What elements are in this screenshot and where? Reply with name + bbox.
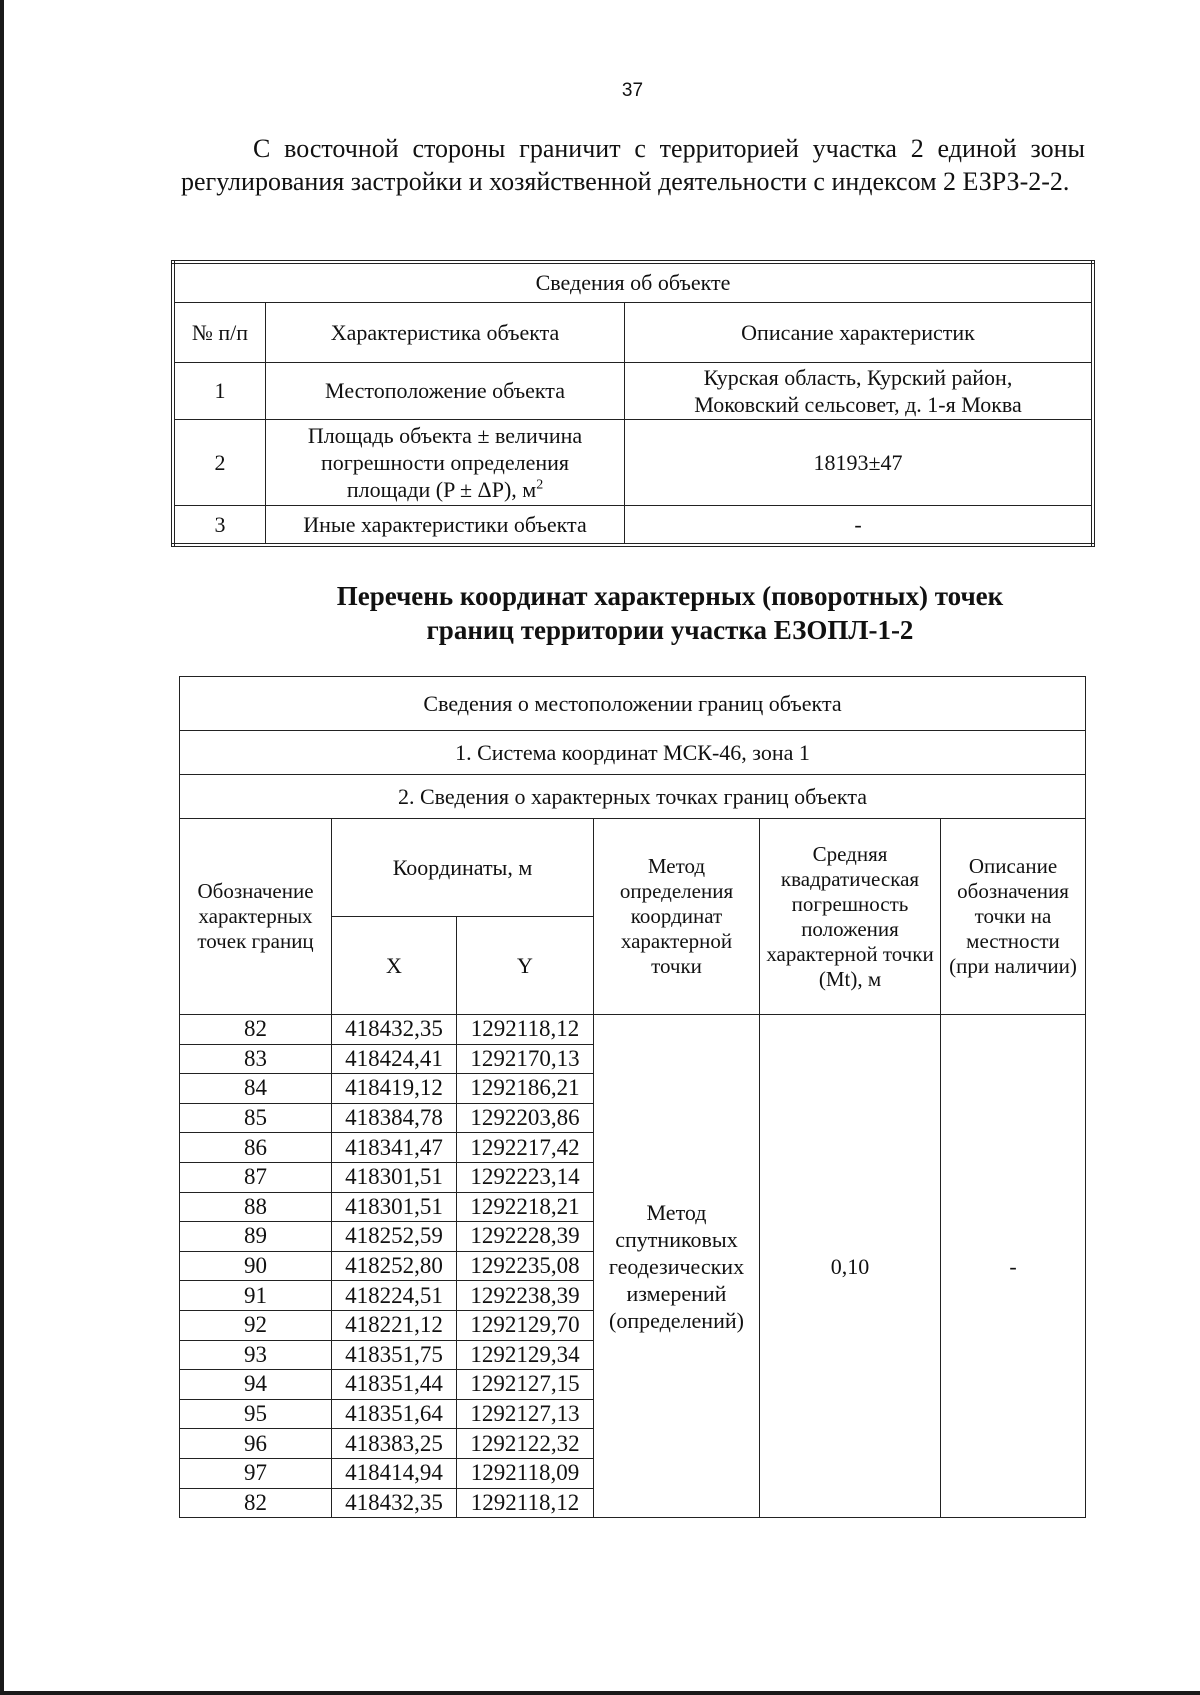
point-id-cell: 89 [180,1222,332,1252]
row-num: 3 [173,505,266,545]
point-x-cell: 418252,59 [332,1222,457,1252]
table-row [180,1015,1086,1045]
header-description: Описание характеристик [625,302,1094,362]
characteristic-line: Площадь объекта ± величина [307,422,583,448]
row-characteristic [266,419,625,505]
point-x-cell: 418351,44 [332,1370,457,1400]
header-coordinates: Координаты, м [332,819,594,917]
point-y-cell: 1292203,86 [457,1103,594,1133]
point-y-cell: 1292127,13 [457,1399,594,1429]
point-id-cell: 91 [180,1281,332,1311]
point-id-cell: 93 [180,1340,332,1370]
point-x-cell: 418414,94 [332,1458,457,1488]
point-y-cell: 1292218,21 [457,1192,594,1222]
point-x-cell: 418252,80 [332,1251,457,1281]
point-x-cell: 418424,41 [332,1044,457,1074]
row-num: 2 [173,419,266,505]
point-y-cell: 1292235,08 [457,1251,594,1281]
coordinates-title: Сведения о местоположении границ объекта [180,677,1086,731]
point-id-cell: 96 [180,1429,332,1459]
method-cell: Метод спутниковых геодезических измерений (определений) [594,1015,760,1518]
header-x: X [332,917,457,1015]
point-x-cell: 418432,35 [332,1015,457,1045]
point-id-cell: 85 [180,1103,332,1133]
header-characteristic: Характеристика объекта [266,302,625,362]
point-y-cell: 1292122,32 [457,1429,594,1459]
point-id-cell: 97 [180,1458,332,1488]
row-characteristic: Иные характеристики объекта [266,505,625,545]
point-id-cell: 87 [180,1162,332,1192]
point-y-cell: 1292129,34 [457,1340,594,1370]
point-x-cell: 418341,47 [332,1133,457,1163]
error-cell: 0,10 [760,1015,941,1518]
header-error: Средняя квадратическая погрешность положения характерной точки (Mt), м [760,819,941,1015]
points-title: 2. Сведения о характерных точках границ объекта [180,775,1086,819]
characteristic-line [270,476,620,503]
point-id-cell: 88 [180,1192,332,1222]
object-info-row [173,505,1093,545]
point-y-cell: 1292223,14 [457,1162,594,1192]
scan-border-left [0,0,4,1695]
intro-paragraph: С восточной стороны граничит с территорией участка 2 единой зоны регулирования застройки и хозяйственной деятельности с индексом 2 ЕЗРЗ-2-2. [181,134,1085,196]
point-id-cell: 90 [180,1251,332,1281]
point-x-cell: 418419,12 [332,1074,457,1104]
point-y-cell: 1292238,39 [457,1281,594,1311]
object-info-title: Сведения об объекте [173,262,1093,302]
point-id-cell: 84 [180,1074,332,1104]
row-num: 1 [173,362,266,419]
header-point-description: Описание обозначения точки на местности (при наличии) [941,819,1086,1015]
point-y-cell: 1292127,15 [457,1370,594,1400]
object-info-row [173,419,1093,505]
point-x-cell: 418384,78 [332,1103,457,1133]
point-y-cell: 1292170,13 [457,1044,594,1074]
description-line: Моковский сельсовет, д. 1-я Моква [694,391,1022,417]
header-y: Y [457,917,594,1015]
point-id-cell: 92 [180,1310,332,1340]
point-x-cell: 418351,75 [332,1340,457,1370]
object-info-table [171,260,1095,547]
point-id-cell: 95 [180,1399,332,1429]
point-x-cell: 418383,25 [332,1429,457,1459]
row-characteristic: Местоположение объекта [266,362,625,419]
row-description [625,362,1094,419]
point-y-cell: 1292118,09 [457,1458,594,1488]
point-id-cell: 82 [180,1015,332,1045]
characteristic-text: площади (P ± ΔP), м [346,476,537,502]
section-title [200,579,1140,647]
point-x-cell: 418301,51 [332,1192,457,1222]
coordinates-table [179,676,1086,1518]
header-num: № п/п [173,302,266,362]
row-description: 18193±47 [625,419,1094,505]
point-id-cell: 82 [180,1488,332,1518]
object-info-row [173,362,1093,419]
description-line: Курская область, Курский район, [703,364,1013,390]
point-id-cell: 94 [180,1370,332,1400]
point-id-cell: 86 [180,1133,332,1163]
point-y-cell: 1292118,12 [457,1488,594,1518]
scan-border-bottom [0,1691,1200,1695]
point-description-cell: - [941,1015,1086,1518]
page-number: 37 [621,80,644,101]
characteristic-line: погрешности определения [320,449,570,475]
point-y-cell: 1292129,70 [457,1310,594,1340]
point-x-cell: 418351,64 [332,1399,457,1429]
points-body [180,1015,1086,1518]
point-x-cell: 418432,35 [332,1488,457,1518]
point-x-cell: 418224,51 [332,1281,457,1311]
header-designation: Обозначение характерных точек границ [180,819,332,1015]
point-y-cell: 1292217,42 [457,1133,594,1163]
row-description: - [625,505,1094,545]
point-id-cell: 83 [180,1044,332,1074]
point-x-cell: 418221,12 [332,1310,457,1340]
point-y-cell: 1292228,39 [457,1222,594,1252]
coordinate-system: 1. Система координат МСК-46, зона 1 [180,731,1086,775]
superscript: 2 [536,477,544,493]
point-y-cell: 1292186,21 [457,1074,594,1104]
header-method: Метод определения координат характерной точки [594,819,760,1015]
section-title-line: Перечень координат характерных (поворотных) точек [336,581,1004,611]
point-x-cell: 418301,51 [332,1162,457,1192]
section-title-line: границ территории участка ЕЗОПЛ-1-2 [426,615,914,645]
point-y-cell: 1292118,12 [457,1015,594,1045]
